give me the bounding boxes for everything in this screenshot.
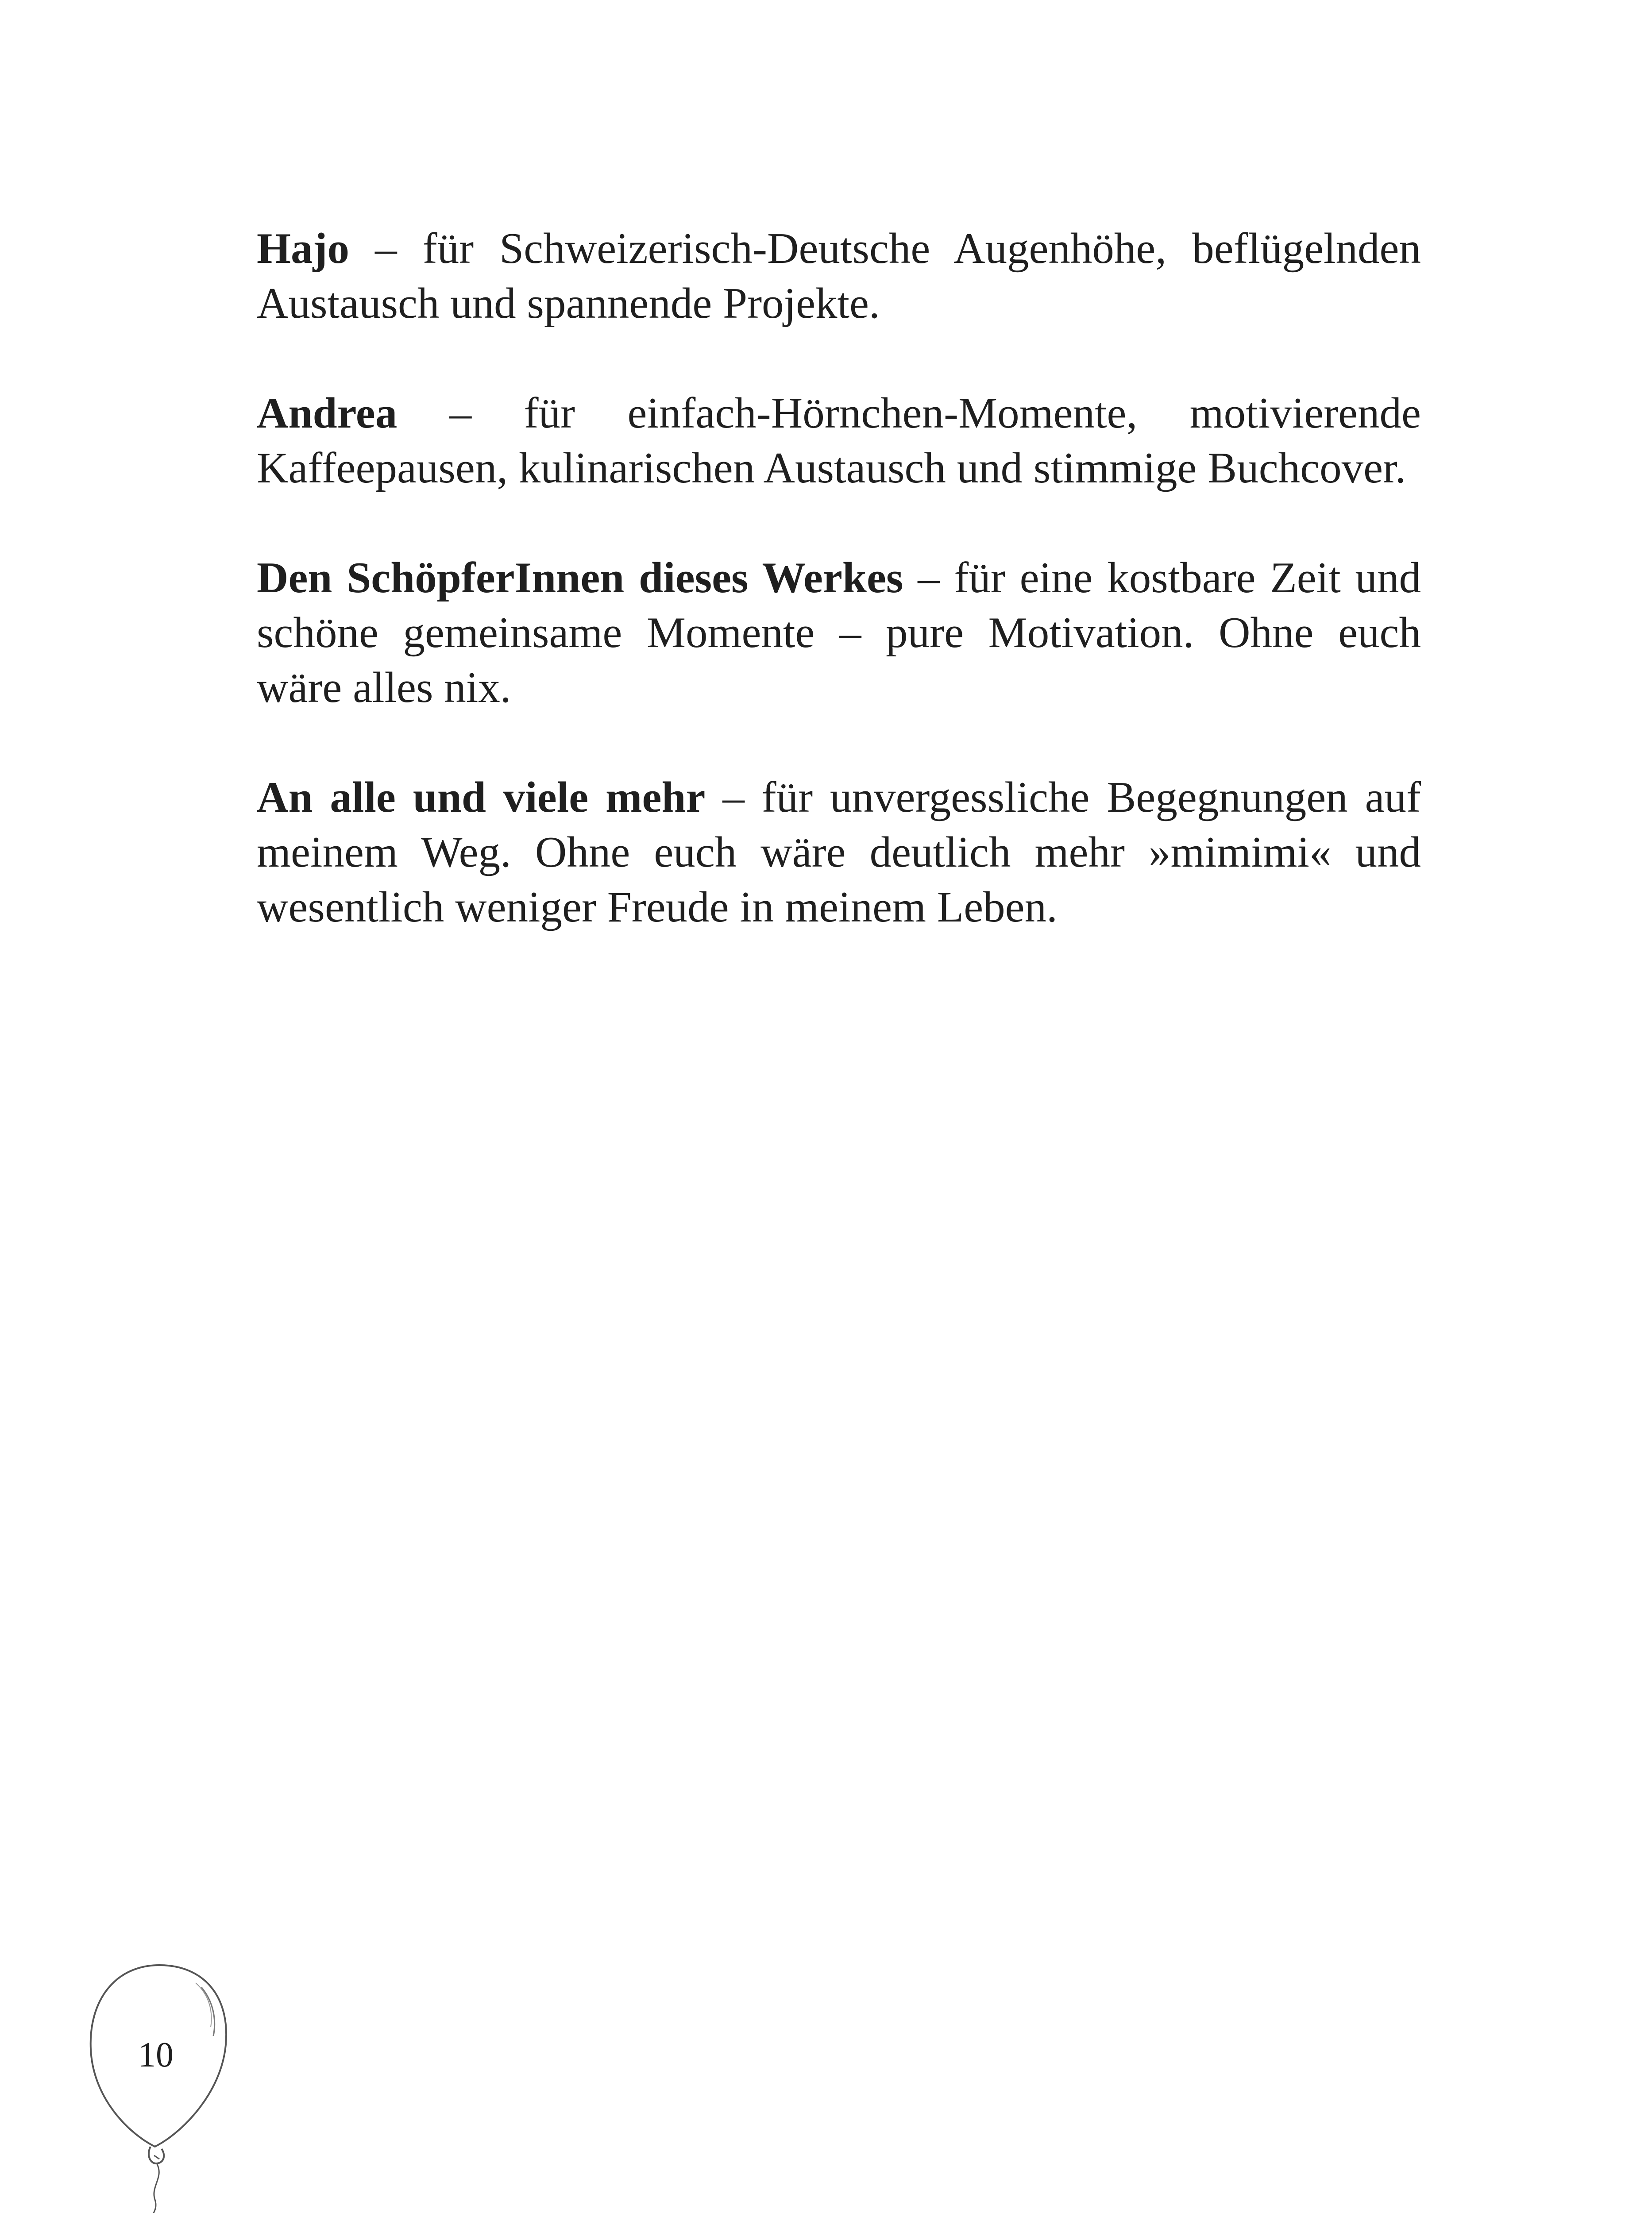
thanks-name: Hajo bbox=[257, 224, 349, 273]
thanks-name: Andrea bbox=[257, 389, 398, 437]
thanks-paragraph-andrea bbox=[257, 386, 1421, 496]
thanks-name: An alle und viele mehr bbox=[257, 773, 706, 821]
thanks-paragraph-everyone bbox=[257, 770, 1421, 935]
thanks-text: – für einfach-Hörnchen-Momente, motivierende Kaffeepausen, kulinarischen Austausch und stimmige Buchcover. bbox=[257, 389, 1421, 492]
thanks-text: – für unvergessliche Begegnungen auf meinem Weg. Ohne euch wäre deutlich mehr »mimimi« und wesentlich weniger Freude in meinem Leben. bbox=[257, 773, 1421, 931]
page-number: 10 bbox=[138, 2036, 174, 2074]
acknowledgements-text bbox=[257, 221, 1421, 990]
thanks-name: Den SchöpferInnen dieses Werkes bbox=[257, 554, 903, 602]
thanks-paragraph-creators bbox=[257, 551, 1421, 715]
balloon-icon bbox=[75, 1947, 243, 2213]
thanks-text: – für eine kostbare Zeit und schöne gemeinsame Momente – pure Motivation. Ohne euch wäre alles nix. bbox=[257, 554, 1421, 712]
thanks-paragraph-hajo bbox=[257, 221, 1421, 331]
thanks-text: – für Schweizerisch-Deutsche Augenhöhe, beflügelnden Austausch und spannende Projekte. bbox=[257, 224, 1421, 328]
